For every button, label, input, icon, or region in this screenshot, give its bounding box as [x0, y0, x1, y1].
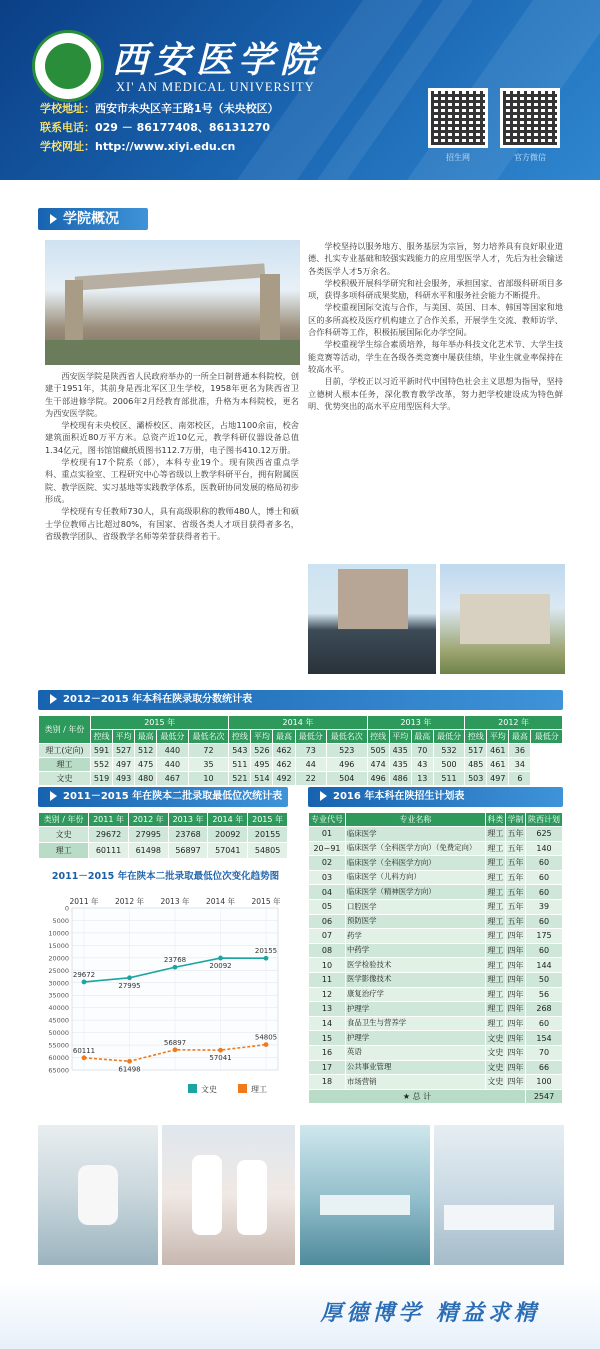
table-cell: 73 [295, 744, 326, 758]
row-label: 文史 [39, 827, 89, 843]
plan-type-cell: 理工 [485, 943, 505, 958]
y-tick-label: 30000 [48, 979, 69, 988]
table-cell: 475 [135, 758, 157, 772]
plan-plan-cell: 39 [526, 899, 563, 914]
data-point [264, 956, 269, 961]
plan-years-cell: 五年 [505, 856, 525, 871]
plan-code-cell: 13 [309, 1002, 346, 1017]
plan-header: 学制 [505, 813, 525, 827]
table-cell: 527 [113, 744, 135, 758]
plan-type-cell: 理工 [485, 841, 505, 856]
data-label: 56897 [163, 1038, 187, 1047]
score-subheader: 控线 [465, 730, 487, 744]
y-tick-label: 0 [64, 904, 69, 913]
table-cell: 20092 [208, 827, 248, 843]
table-cell: 514 [251, 772, 273, 786]
table-row [309, 870, 563, 885]
plan-code-cell: 11 [309, 972, 346, 987]
year-header: 2014 年 [229, 716, 367, 730]
legend-swatch [188, 1084, 197, 1093]
year-header: 2014 年 [208, 813, 248, 827]
plan-years-cell: 五年 [505, 885, 525, 900]
table-row [39, 772, 563, 786]
score-subheader: 最低分 [531, 730, 563, 744]
plan-type-cell: 理工 [485, 1002, 505, 1017]
table-cell: 23768 [168, 827, 208, 843]
plan-years-cell: 五年 [505, 870, 525, 885]
data-point [173, 1047, 178, 1052]
qr2-caption: 官方微信 [514, 153, 546, 162]
table-cell: 462 [273, 758, 295, 772]
plan-type-cell: 理工 [485, 958, 505, 973]
table-cell: 511 [433, 772, 464, 786]
plan-name-cell: 英语 [345, 1045, 485, 1060]
table-row [309, 1031, 563, 1046]
plan-code-cell: 10 [309, 958, 346, 973]
plan-years-cell: 四年 [505, 943, 525, 958]
legend-label: 文史 [201, 1085, 217, 1094]
table-row [309, 1002, 563, 1017]
table-cell: 543 [229, 744, 251, 758]
qr-code-admissions[interactable] [428, 88, 488, 148]
table-cell: 70 [411, 744, 433, 758]
table-row [309, 1045, 563, 1060]
table-cell: 60111 [89, 843, 129, 859]
plan-name-cell: 临床医学（精神医学方向） [345, 885, 485, 900]
plan-name-cell: 口腔医学 [345, 899, 485, 914]
score-subheader: 控线 [229, 730, 251, 744]
y-tick-label: 65000 [48, 1066, 69, 1075]
plan-plan-cell: 60 [526, 885, 563, 900]
plan-plan-cell: 66 [526, 1060, 563, 1075]
score-subheader: 最低分 [433, 730, 464, 744]
table-cell: 495 [251, 758, 273, 772]
plan-type-cell: 理工 [485, 987, 505, 1002]
table-cell: 435 [389, 744, 411, 758]
plan-plan-cell: 60 [526, 870, 563, 885]
table-cell: 503 [465, 772, 487, 786]
score-subheader: 最高 [273, 730, 295, 744]
table-cell: 532 [433, 744, 464, 758]
phone-line: 联系电话：029 － 86177408、86131270 [40, 121, 271, 134]
plan-name-cell: 医学检验技术 [345, 958, 485, 973]
table-row [309, 929, 563, 944]
table-cell: 480 [135, 772, 157, 786]
year-header: 2015 年 [91, 716, 229, 730]
plan-type-cell: 理工 [485, 914, 505, 929]
table-cell: 474 [367, 758, 389, 772]
data-point [82, 1055, 87, 1060]
plan-name-cell: 食品卫生与营养学 [345, 1016, 485, 1031]
plan-name-cell: 临床医学（儿科方向） [345, 870, 485, 885]
table-cell: 497 [113, 758, 135, 772]
campus-gate-photo [45, 240, 300, 365]
min-rank-table [38, 812, 288, 859]
plan-years-cell: 四年 [505, 958, 525, 973]
table-cell: 462 [273, 744, 295, 758]
plan-code-cell: 01 [309, 827, 346, 842]
y-tick-label: 60000 [48, 1054, 69, 1063]
dental-lab-photo [38, 1125, 158, 1265]
y-tick-label: 10000 [48, 929, 69, 938]
table-cell: 485 [465, 758, 487, 772]
score-subheader: 最高 [509, 730, 531, 744]
data-point [173, 965, 178, 970]
plan-code-cell: 02 [309, 856, 346, 871]
overview-title: 学院概况 [38, 208, 148, 230]
plan-code-cell: 06 [309, 914, 346, 929]
score-subheader: 最低名次 [188, 730, 229, 744]
row-label: 理工 [39, 758, 91, 772]
plan-plan-cell: 100 [526, 1075, 563, 1090]
plan-plan-cell: 60 [526, 914, 563, 929]
plan-header: 陕西计划 [526, 813, 563, 827]
y-tick-label: 50000 [48, 1029, 69, 1038]
table-cell: 523 [326, 744, 367, 758]
table-row [39, 827, 288, 843]
data-point [82, 980, 87, 985]
table-cell: 496 [326, 758, 367, 772]
data-label: 54805 [254, 1033, 278, 1042]
data-point [218, 956, 223, 961]
plan-plan-cell: 144 [526, 958, 563, 973]
table-row [309, 899, 563, 914]
row-label: 理工 [39, 843, 89, 859]
table-cell: 35 [188, 758, 229, 772]
plan-code-cell: 12 [309, 987, 346, 1002]
table-cell: 493 [113, 772, 135, 786]
plan-table-title: 2016 年本科在陕招生计划表 [308, 787, 563, 807]
plan-code-cell: 03 [309, 870, 346, 885]
legend-swatch [238, 1084, 247, 1093]
rank-trend-chart [38, 868, 293, 1113]
plan-years-cell: 五年 [505, 841, 525, 856]
plan-plan-cell: 140 [526, 841, 563, 856]
plan-years-cell: 五年 [505, 827, 525, 842]
chart-title: 2011－2015 年在陕本二批录取最低位次变化趋势图 [51, 871, 280, 882]
score-subheader: 平均 [113, 730, 135, 744]
score-subheader: 最低名次 [326, 730, 367, 744]
scores-corner: 类别 / 年份 [39, 716, 91, 744]
plan-type-cell: 理工 [485, 972, 505, 987]
y-tick-label: 25000 [48, 966, 69, 975]
score-subheader: 平均 [389, 730, 411, 744]
table-cell: 61498 [128, 843, 168, 859]
table-cell: 496 [367, 772, 389, 786]
score-subheader: 最低分 [157, 730, 188, 744]
plan-header: 科类 [485, 813, 505, 827]
table-row [309, 958, 563, 973]
plan-years-cell: 五年 [505, 914, 525, 929]
overview-left-text: 西安医学院是陕西省人民政府举办的一所全日制普通本科院校，创建于1951年，其前身是西北军区卫生学校，1958年更名为陕西省卫生干部进修学院。2006年2月经教育部批准，升格为本科院校，更名为西安医学院。 学校现有未央校区、灞桥校区、南郊校区，占地1100余亩，校舍建筑面积近80万平方米。总资产近10亿元，教学科研仪器设备总值1.34亿元，图书馆馆藏纸质图书112.7万册，电子图书410.12万册。 学校现有17个院系（部），本科专业19个。现有陕西省重点学科、重点实验室、工程研究中心等省级以上教学科研平台，拥有附属医院、教学医院、实习基地等实践教学体系，医教研协同发展的格局初步形成。 学校现有专任教师730人，具有高级职称的教师480人，博士和硕士学位教师占比超过80%，有国家、省级各类人才项目获得者多名，省级教学团队、省级教学名师等荣誉获得者若干。 [45, 371, 299, 541]
data-point [264, 1042, 269, 1047]
table-cell: 27995 [128, 827, 168, 843]
table-cell: 461 [487, 758, 509, 772]
chemistry-lab-photo [434, 1125, 564, 1265]
table-cell: 505 [367, 744, 389, 758]
year-header: 2012 年 [128, 813, 168, 827]
table-cell: 43 [411, 758, 433, 772]
plan-plan-cell: 60 [526, 943, 563, 958]
plan-type-cell: 理工 [485, 885, 505, 900]
plan-years-cell: 四年 [505, 1060, 525, 1075]
plan-years-cell: 四年 [505, 1045, 525, 1060]
year-header: 2012 年 [465, 716, 563, 730]
table-cell: 497 [487, 772, 509, 786]
data-point [218, 1048, 223, 1053]
plan-name-cell: 医学影像技术 [345, 972, 485, 987]
score-subheader: 控线 [367, 730, 389, 744]
plan-total-label: ★ 总 计 [309, 1089, 526, 1103]
data-label: 29672 [72, 970, 96, 979]
slogan-bar [0, 1278, 600, 1349]
table-row [39, 744, 563, 758]
plan-name-cell: 中药学 [345, 943, 485, 958]
plan-type-cell: 文史 [485, 1075, 505, 1090]
school-name: 西安医学院 [112, 39, 323, 81]
row-label: 理工(定向) [39, 744, 91, 758]
y-tick-label: 40000 [48, 1004, 69, 1013]
scores-table [38, 715, 563, 786]
table-cell: 552 [91, 758, 113, 772]
table-cell: 44 [295, 758, 326, 772]
score-subheader: 最低分 [295, 730, 326, 744]
plan-header: 专业名称 [345, 813, 485, 827]
scores-table-title: 2012－2015 年本科在陕录取分数统计表 [38, 690, 563, 710]
x-tick-label: 2015 年 [251, 897, 281, 906]
slogan-text: 厚德博学 精益求精 [320, 1300, 540, 1326]
plan-type-cell: 理工 [485, 827, 505, 842]
address-line: 学校地址：西安市未央区辛王路1号（未央校区） [40, 102, 279, 115]
data-label: 23768 [163, 956, 187, 965]
plan-header: 专业代号 [309, 813, 346, 827]
plan-plan-cell: 50 [526, 972, 563, 987]
nursing-practice-photo [162, 1125, 295, 1265]
plan-years-cell: 四年 [505, 972, 525, 987]
table-row [309, 885, 563, 900]
plan-code-cell: 05 [309, 899, 346, 914]
school-name-english: XI' AN MEDICAL UNIVERSITY [116, 80, 315, 94]
x-tick-label: 2012 年 [115, 897, 144, 906]
plan-type-cell: 理工 [485, 856, 505, 871]
plan-code-cell: 08 [309, 943, 346, 958]
year-header: 2011 年 [89, 813, 129, 827]
plan-name-cell: 护理学 [345, 1002, 485, 1017]
plan-type-cell: 理工 [485, 870, 505, 885]
plan-name-cell: 市场营销 [345, 1075, 485, 1090]
score-subheader: 最高 [411, 730, 433, 744]
plan-years-cell: 五年 [505, 899, 525, 914]
table-row [39, 758, 563, 772]
table-cell: 504 [326, 772, 367, 786]
table-cell: 521 [229, 772, 251, 786]
score-subheader: 平均 [487, 730, 509, 744]
plan-plan-cell: 60 [526, 856, 563, 871]
plan-code-cell: 20~91 [309, 841, 346, 856]
y-tick-label: 55000 [48, 1041, 69, 1050]
table-row [309, 841, 563, 856]
table-cell: 440 [157, 758, 188, 772]
year-header: 2013 年 [367, 716, 465, 730]
plan-code-cell: 17 [309, 1060, 346, 1075]
graduates-photo [308, 564, 436, 674]
table-cell: 13 [411, 772, 433, 786]
year-header: 2015 年 [248, 813, 288, 827]
header-banner [0, 0, 600, 180]
plan-code-cell: 04 [309, 885, 346, 900]
school-logo [32, 30, 104, 102]
plan-code-cell: 14 [309, 1016, 346, 1031]
row-label: 文史 [39, 772, 91, 786]
plan-name-cell: 公共事业管理 [345, 1060, 485, 1075]
plan-plan-cell: 625 [526, 827, 563, 842]
plan-plan-cell: 70 [526, 1045, 563, 1060]
plan-name-cell: 临床医学（全科医学方向）（免费定向） [345, 841, 485, 856]
table-cell: 512 [135, 744, 157, 758]
table-row [309, 914, 563, 929]
table-row [309, 1075, 563, 1090]
plan-name-cell: 康复治疗学 [345, 987, 485, 1002]
rank-corner: 类别 / 年份 [39, 813, 89, 827]
plan-name-cell: 临床医学（全科医学方向） [345, 856, 485, 871]
data-label: 20155 [254, 947, 278, 956]
plan-type-cell: 理工 [485, 899, 505, 914]
data-label: 20092 [209, 962, 232, 971]
plan-code-cell: 15 [309, 1031, 346, 1046]
table-cell: 440 [157, 744, 188, 758]
plan-years-cell: 四年 [505, 1031, 525, 1046]
legend-label: 理工 [251, 1085, 267, 1094]
campus-building-photo [440, 564, 565, 674]
table-cell: 486 [389, 772, 411, 786]
table-cell: 34 [509, 758, 531, 772]
data-label: 60111 [72, 1046, 96, 1055]
table-row [309, 987, 563, 1002]
plan-plan-cell: 60 [526, 1016, 563, 1031]
plan-plan-cell: 154 [526, 1031, 563, 1046]
plan-type-cell: 理工 [485, 929, 505, 944]
plan-code-cell: 16 [309, 1045, 346, 1060]
table-cell: 72 [188, 744, 229, 758]
table-cell: 29672 [89, 827, 129, 843]
plan-code-cell: 07 [309, 929, 346, 944]
table-row [309, 1060, 563, 1075]
plan-type-cell: 理工 [485, 1016, 505, 1031]
plan-years-cell: 四年 [505, 1075, 525, 1090]
score-subheader: 平均 [251, 730, 273, 744]
table-row [309, 827, 563, 842]
table-cell: 56897 [168, 843, 208, 859]
table-cell: 492 [273, 772, 295, 786]
table-row [309, 943, 563, 958]
table-cell: 57041 [208, 843, 248, 859]
table-row [309, 972, 563, 987]
website-line[interactable]: 学校网址：http://www.xiyi.edu.cn [40, 140, 236, 153]
min-rank-title: 2011－2015 年在陕本二批录取最低位次统计表 [38, 787, 288, 807]
plan-name-cell: 预防医学 [345, 914, 485, 929]
table-row [309, 1016, 563, 1031]
plan-plan-cell: 268 [526, 1002, 563, 1017]
y-tick-label: 20000 [48, 954, 69, 963]
data-label: 61498 [118, 1065, 141, 1074]
plan-plan-cell: 175 [526, 929, 563, 944]
plan-type-cell: 文史 [485, 1060, 505, 1075]
plan-years-cell: 四年 [505, 929, 525, 944]
table-cell: 519 [91, 772, 113, 786]
y-tick-label: 15000 [48, 941, 69, 950]
y-tick-label: 45000 [48, 1016, 69, 1025]
x-tick-label: 2011 年 [69, 897, 99, 906]
y-tick-label: 35000 [48, 991, 69, 1000]
plan-type-cell: 文史 [485, 1045, 505, 1060]
plan-years-cell: 四年 [505, 1002, 525, 1017]
table-cell: 6 [509, 772, 531, 786]
table-cell: 591 [91, 744, 113, 758]
plan-name-cell: 护理学 [345, 1031, 485, 1046]
table-cell: 10 [188, 772, 229, 786]
table-cell: 467 [157, 772, 188, 786]
qr1-caption: 招生网 [446, 153, 470, 162]
table-cell: 526 [251, 744, 273, 758]
table-cell: 435 [389, 758, 411, 772]
plan-name-cell: 药学 [345, 929, 485, 944]
x-tick-label: 2013 年 [160, 897, 190, 906]
plan-table [308, 812, 563, 1104]
plan-name-cell: 临床医学 [345, 827, 485, 842]
chart-canvas [38, 882, 293, 1112]
qr-code-wechat[interactable] [500, 88, 560, 148]
score-subheader: 最高 [135, 730, 157, 744]
table-cell: 461 [487, 744, 509, 758]
data-label: 27995 [118, 981, 141, 990]
score-subheader: 控线 [91, 730, 113, 744]
plan-years-cell: 四年 [505, 1016, 525, 1031]
plan-type-cell: 文史 [485, 1031, 505, 1046]
data-label: 57041 [209, 1054, 232, 1063]
table-cell: 500 [433, 758, 464, 772]
data-point [127, 1059, 132, 1064]
plan-years-cell: 四年 [505, 987, 525, 1002]
plan-code-cell: 18 [309, 1075, 346, 1090]
table-cell: 54805 [248, 843, 288, 859]
table-cell: 22 [295, 772, 326, 786]
year-header: 2013 年 [168, 813, 208, 827]
overview-right-text: 学校坚持以服务地方、服务基层为宗旨，努力培养具有良好职业道德、扎实专业基础和较强实践能力的应用型医学人才，先后为社会输送各类医学人才5万余名。 学校积极开展科学研究和社会服务，承担国家、省部级科研项目多项，获得多项科研成果奖励，科研水平和服务社会能力不断提升。 学校重视国际交流与合作，与美国、英国、日本、韩国等国家和地区的多所高校及医疗机构建立了合作关系，开展学生交流、教师访学、合作科研等工作，积极拓展国际化办学空间。 学校重视学生综合素质培养，每年举办科技文化艺术节、大学生技能竞赛等活动，学生在各级各类竞赛中屡获佳绩，毕业生就业率保持在较高水平。 目前，学校正以习近平新时代中国特色社会主义思想为指导，坚持立德树人根本任务，深化教育教学改革，努力把学校建设成为特色鲜明、优势突出的高水平应用型医科大学。 [308, 241, 563, 411]
surgery-lab-photo [300, 1125, 430, 1265]
plan-total-value: 2547 [526, 1089, 563, 1103]
table-cell: 517 [465, 744, 487, 758]
table-cell: 20155 [248, 827, 288, 843]
data-point [127, 975, 132, 980]
table-cell: 36 [509, 744, 531, 758]
table-cell: 511 [229, 758, 251, 772]
x-tick-label: 2014 年 [206, 897, 235, 906]
y-tick-label: 5000 [52, 916, 69, 925]
table-row [309, 856, 563, 871]
table-row [39, 843, 288, 859]
plan-plan-cell: 56 [526, 987, 563, 1002]
